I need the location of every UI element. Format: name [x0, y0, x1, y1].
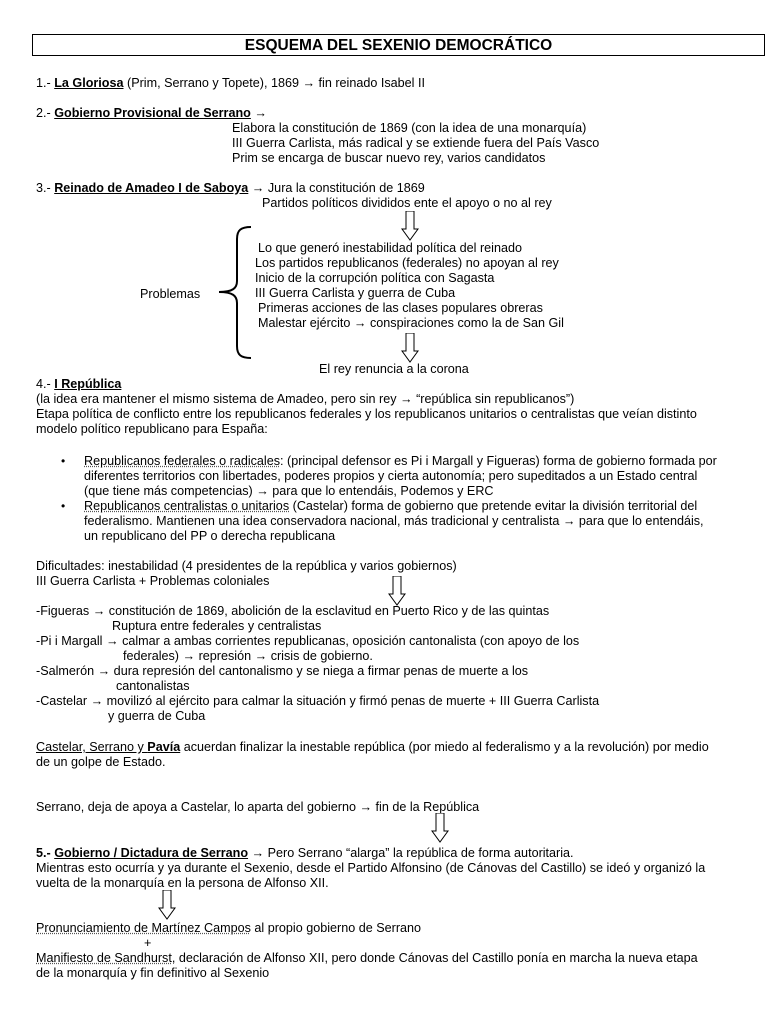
section-2-item: Prim se encarga de buscar nuevo rey, varios candidatos: [232, 151, 546, 165]
president-line: -Pi i Margall → calmar a ambas corrientes republicanas, oposición cantonalista (con apoyo de los: [36, 634, 580, 648]
section-5: [36, 846, 574, 861]
section-3-text: → Jura la constitución de 1869: [248, 181, 425, 195]
section-3-heading: Reinado de Amadeo I de Saboya: [54, 181, 249, 195]
section-5-line: Mientras esto ocurría y ya durante el Sexenio, desde el Partido Alfonsino (de Cánovas del Castillo) se ideó y organizó la: [36, 861, 706, 875]
section-2-item: III Guerra Carlista, más radical y se extiende fuera del País Vasco: [232, 136, 600, 150]
president-line: -Castelar → movilizó al ejército para calmar la situación y firmó penas de muerte + III Guerra Carlista: [36, 694, 600, 708]
bullet-centralistas-line: federalismo. Mantienen una idea conservadora nacional, más tradicional y centralista → para que lo entendáis,: [84, 514, 704, 528]
plus-sign: +: [144, 936, 152, 950]
section-1-text: (Prim, Serrano y Topete), 1869 → fin reinado Isabel II: [123, 76, 425, 90]
section-4: [36, 377, 121, 392]
president-line: federales) → represión → crisis de gobierno.: [123, 649, 373, 663]
manifiesto-term: Manifiesto de Sandhurst: [36, 951, 172, 965]
coup-text: acuerdan finalizar la inestable república (por miedo al federalismo y a la revolución) por medio: [180, 740, 709, 754]
left-brace-icon: [215, 225, 255, 360]
bullet-federales: [84, 454, 717, 469]
problems-label: Problemas: [140, 287, 201, 301]
bullet-federales-line: (que tiene más competencias) → para que lo entendáis, Podemos y ERC: [84, 484, 494, 498]
section-5-text: → Pero Serrano “alarga” la república de forma autoritaria.: [248, 846, 574, 860]
final-line: de la monarquía y fin definitivo al Sexenio: [36, 966, 270, 980]
section-2: [36, 106, 267, 121]
down-arrow-icon: [158, 890, 176, 920]
problem-item: Inicio de la corrupción política con Sagasta: [255, 271, 495, 285]
down-arrow-icon: [401, 211, 419, 241]
section-3-end: El rey renuncia a la corona: [319, 362, 469, 376]
section-5-number: 5.-: [36, 846, 55, 860]
bullet-centralistas-term: Republicanos centralistas o unitarios: [84, 499, 290, 513]
president-line: y guerra de Cuba: [108, 709, 206, 723]
section-4-heading: I República: [54, 377, 122, 391]
president-line: cantonalistas: [116, 679, 190, 693]
manifiesto-text: , declaración de Alfonso XII, pero donde Cánovas del Castillo ponía en marcha la nueva etapa: [171, 951, 698, 965]
manifiesto-line: [36, 951, 698, 966]
coup-pavia: Pavía: [147, 740, 181, 754]
bullet-federales-term: Republicanos federales o radicales: [84, 454, 281, 468]
section-4-end: Serrano, deja de apoya a Castelar, lo aparta del gobierno → fin de la República: [36, 800, 480, 814]
bullet-centralistas-line: un republicano del PP o derecha republicana: [84, 529, 336, 543]
section-2-number: 2.-: [36, 106, 55, 120]
president-line: -Salmerón → dura represión del cantonalismo y se niega a firmar penas de muerte a los: [36, 664, 529, 678]
pronunciamiento-term: Pronunciamiento de Martínez Campos: [36, 921, 251, 935]
section-4-intro: modelo político republicano para España:: [36, 422, 268, 436]
coup-names: Castelar, Serrano y: [36, 740, 148, 754]
section-5-line: vuelta de la monarquía en la persona de Alfonso XII.: [36, 876, 329, 890]
bullet-icon: •: [61, 499, 66, 513]
problem-item: Los partidos republicanos (federales) no apoyan al rey: [255, 256, 559, 270]
difficulties-line: III Guerra Carlista + Problemas coloniales: [36, 574, 270, 588]
bullet-federales-line: diferentes territorios con libertades, poderes propios y cierta autonomía; pero supeditados a un Estado central: [84, 469, 698, 483]
pronunciamiento-line: [36, 921, 421, 936]
down-arrow-icon: [388, 576, 406, 606]
president-line: Ruptura entre federales y centralistas: [112, 619, 322, 633]
section-4-number: 4.-: [36, 377, 55, 391]
section-4-intro: Etapa política de conflicto entre los republicanos federales y los republicanos unitarios o centralistas que veían distinto: [36, 407, 697, 421]
coup-line: [36, 740, 709, 755]
president-line: -Figueras → constitución de 1869, abolición de la esclavitud en Puerto Rico y de las quintas: [36, 604, 550, 618]
coup-line2: de un golpe de Estado.: [36, 755, 166, 769]
section-3: [36, 181, 425, 196]
title-box: [32, 34, 765, 56]
problem-item: Malestar ejército → conspiraciones como la de San Gil: [258, 316, 564, 330]
bullet-icon: •: [61, 454, 66, 468]
pronunciamiento-text: al propio gobierno de Serrano: [250, 921, 422, 935]
section-4-intro: (la idea era mantener el mismo sistema de Amadeo, pero sin rey → “república sin republicanos”): [36, 392, 575, 406]
section-1: [36, 76, 425, 91]
page-title: ESQUEMA DEL SEXENIO DEMOCRÁTICO: [244, 37, 553, 54]
down-arrow-icon: [401, 333, 419, 363]
section-1-number: 1.-: [36, 76, 55, 90]
difficulties-line: Dificultades: inestabilidad (4 presidentes de la república y varios gobiernos): [36, 559, 457, 573]
section-2-arrow: →: [250, 106, 267, 120]
problem-item: Lo que generó inestabilidad política del reinado: [258, 241, 522, 255]
section-1-heading: La Gloriosa: [54, 76, 124, 90]
section-3-line2: Partidos políticos divididos ente el apoyo o no al rey: [262, 196, 552, 210]
section-5-heading: Gobierno / Dictadura de Serrano: [54, 846, 249, 860]
down-arrow-icon: [431, 813, 449, 843]
section-2-item: Elabora la constitución de 1869 (con la idea de una monarquía): [232, 121, 587, 135]
section-3-number: 3.-: [36, 181, 55, 195]
problem-item: Primeras acciones de las clases populares obreras: [258, 301, 543, 315]
bullet-centralistas: [84, 499, 697, 514]
bullet-centralistas-text: (Castelar) forma de gobierno que pretende evitar la división territorial del: [289, 499, 698, 513]
bullet-federales-text: : (principal defensor es Pi i Margall y Figueras) forma de gobierno formada por: [280, 454, 717, 468]
problem-item: III Guerra Carlista y guerra de Cuba: [255, 286, 456, 300]
section-2-heading: Gobierno Provisional de Serrano: [54, 106, 251, 120]
